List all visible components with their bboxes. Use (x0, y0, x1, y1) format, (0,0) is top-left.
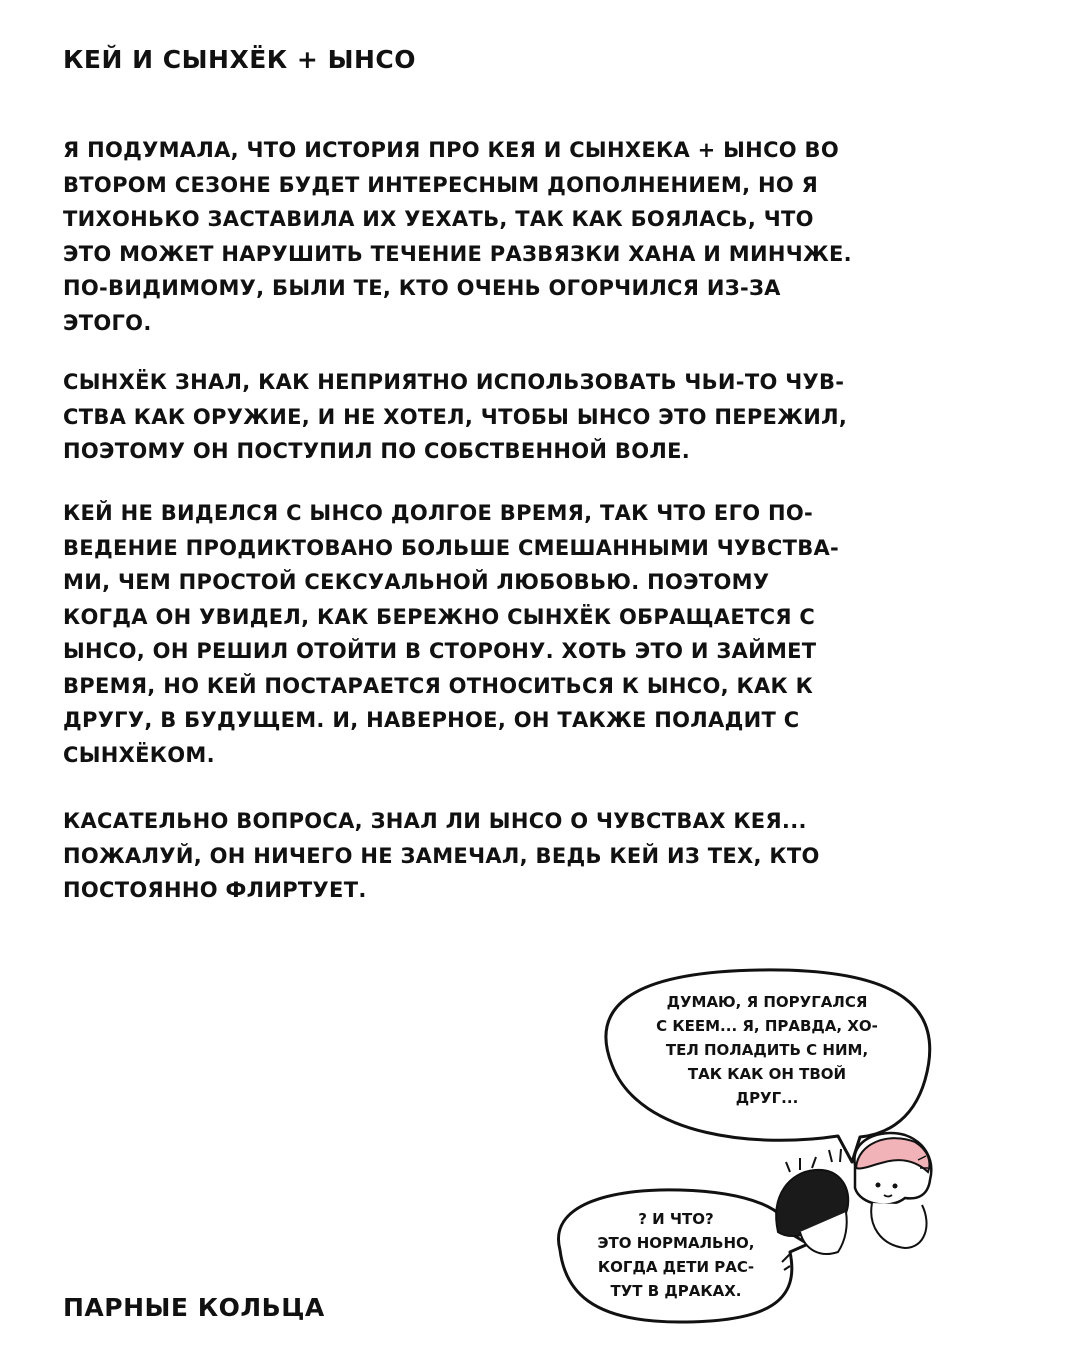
text-line: КОГДА ОН УВИДЕЛ, КАК БЕРЕЖНО СЫНХЁК ОБРАЩАЕТСЯ С (63, 604, 816, 629)
speech-line: ДРУГ... (735, 1089, 799, 1107)
text-line: ЭТО МОЖЕТ НАРУШИТЬ ТЕЧЕНИЕ РАЗВЯЗКИ ХАНА И МИНЧЖЕ. (63, 241, 852, 266)
motion-marks (829, 1149, 841, 1162)
section-title: КЕЙ И СЫНХЁК + ЫНСО (63, 45, 417, 74)
speech-line: ТУТ В ДРАКАХ. (610, 1282, 742, 1300)
text-line: ТИХОНЬКО ЗАСТАВИЛА ИХ УЕХАТЬ, ТАК КАК БОЯЛАСЬ, ЧТО (63, 207, 814, 231)
text-line: ПОЖАЛУЙ, ОН НИЧЕГО НЕ ЗАМЕЧАЛ, ВЕДЬ КЕЙ ИЗ ТЕХ, КТО (63, 843, 820, 868)
speech-line: ЭТО НОРМАЛЬНО, (597, 1234, 755, 1252)
speech-line: ДУМАЮ, Я ПОРУГАЛСЯ (666, 993, 868, 1011)
text-line: ДРУГУ, В БУДУЩЕМ. И, НАВЕРНОЕ, ОН ТАКЖЕ ПОЛАДИТ С (63, 708, 800, 732)
speech-text-top (622, 990, 912, 1110)
footer-title: ПАРНЫЕ КОЛЬЦА (63, 1293, 325, 1322)
text-line: СЫНХЁК ЗНАЛ, КАК НЕПРИЯТНО ИСПОЛЬЗОВАТЬ ЧЬИ-ТО ЧУВ- (63, 370, 845, 394)
speech-line: С КЕЕМ... Я, ПРАВДА, ХО- (656, 1017, 878, 1035)
text-line: ПО-ВИДИМОМУ, БЫЛИ ТЕ, КТО ОЧЕНЬ ОГОРЧИЛСЯ ИЗ-ЗА (63, 276, 781, 300)
text-line: ЫНСО, ОН РЕШИЛ ОТОЙТИ В СТОРОНУ. ХОТЬ ЭТО И ЗАЙМЕТ (63, 639, 817, 663)
text-line: МИ, ЧЕМ ПРОСТОЙ СЕКСУАЛЬНОЙ ЛЮБОВЬЮ. ПОЭТОМУ (63, 570, 770, 594)
speech-line: ТАК КАК ОН ТВОЙ (687, 1065, 847, 1083)
text-line: СТВА КАК ОРУЖИЕ, И НЕ ХОТЕЛ, ЧТОБЫ ЫНСО ЭТО ПЕРЕЖИЛ, (63, 404, 848, 429)
speech-line: ТЕЛ ПОЛАДИТЬ С НИМ, (665, 1041, 869, 1059)
text-line: Я ПОДУМАЛА, ЧТО ИСТОРИЯ ПРО КЕЯ И СЫНХЕКА + ЫНСО ВО (63, 138, 839, 162)
text-line: ПОСТОЯННО ФЛИРТУЕТ. (63, 878, 367, 902)
text-line: ЭТОГО. (63, 310, 152, 335)
text-line: СЫНХЁКОМ. (63, 742, 215, 767)
text-line: ПОЭТОМУ ОН ПОСТУПИЛ ПО СОБСТВЕННОЙ ВОЛЕ. (63, 439, 691, 463)
pink-haired-character (854, 1133, 931, 1248)
speech-text-bottom (566, 1207, 786, 1303)
text-line: КЕЙ НЕ ВИДЕЛСЯ С ЫНСО ДОЛГОЕ ВРЕМЯ, ТАК ЧТО ЕГО ПО- (63, 501, 814, 525)
text-line: ВЕДЕНИЕ ПРОДИКТОВАНО БОЛЬШЕ СМЕШАННЫМИ ЧУВСТВА- (63, 535, 840, 560)
speech-line: КОГДА ДЕТИ РАС- (597, 1258, 755, 1276)
text-line: ВРЕМЯ, НО КЕЙ ПОСТАРАЕТСЯ ОТНОСИТЬСЯ К ЫНСО, КАК К (63, 673, 814, 698)
text-line: КАСАТЕЛЬНО ВОПРОСА, ЗНАЛ ЛИ ЫНСО О ЧУВСТВАХ КЕЯ... (63, 809, 807, 833)
speech-line: ? И ЧТО? (638, 1210, 714, 1228)
text-line: ВТОРОМ СЕЗОНЕ БУДЕТ ИНТЕРЕСНЫМ ДОПОЛНЕНИЕМ, НО Я (63, 172, 819, 197)
